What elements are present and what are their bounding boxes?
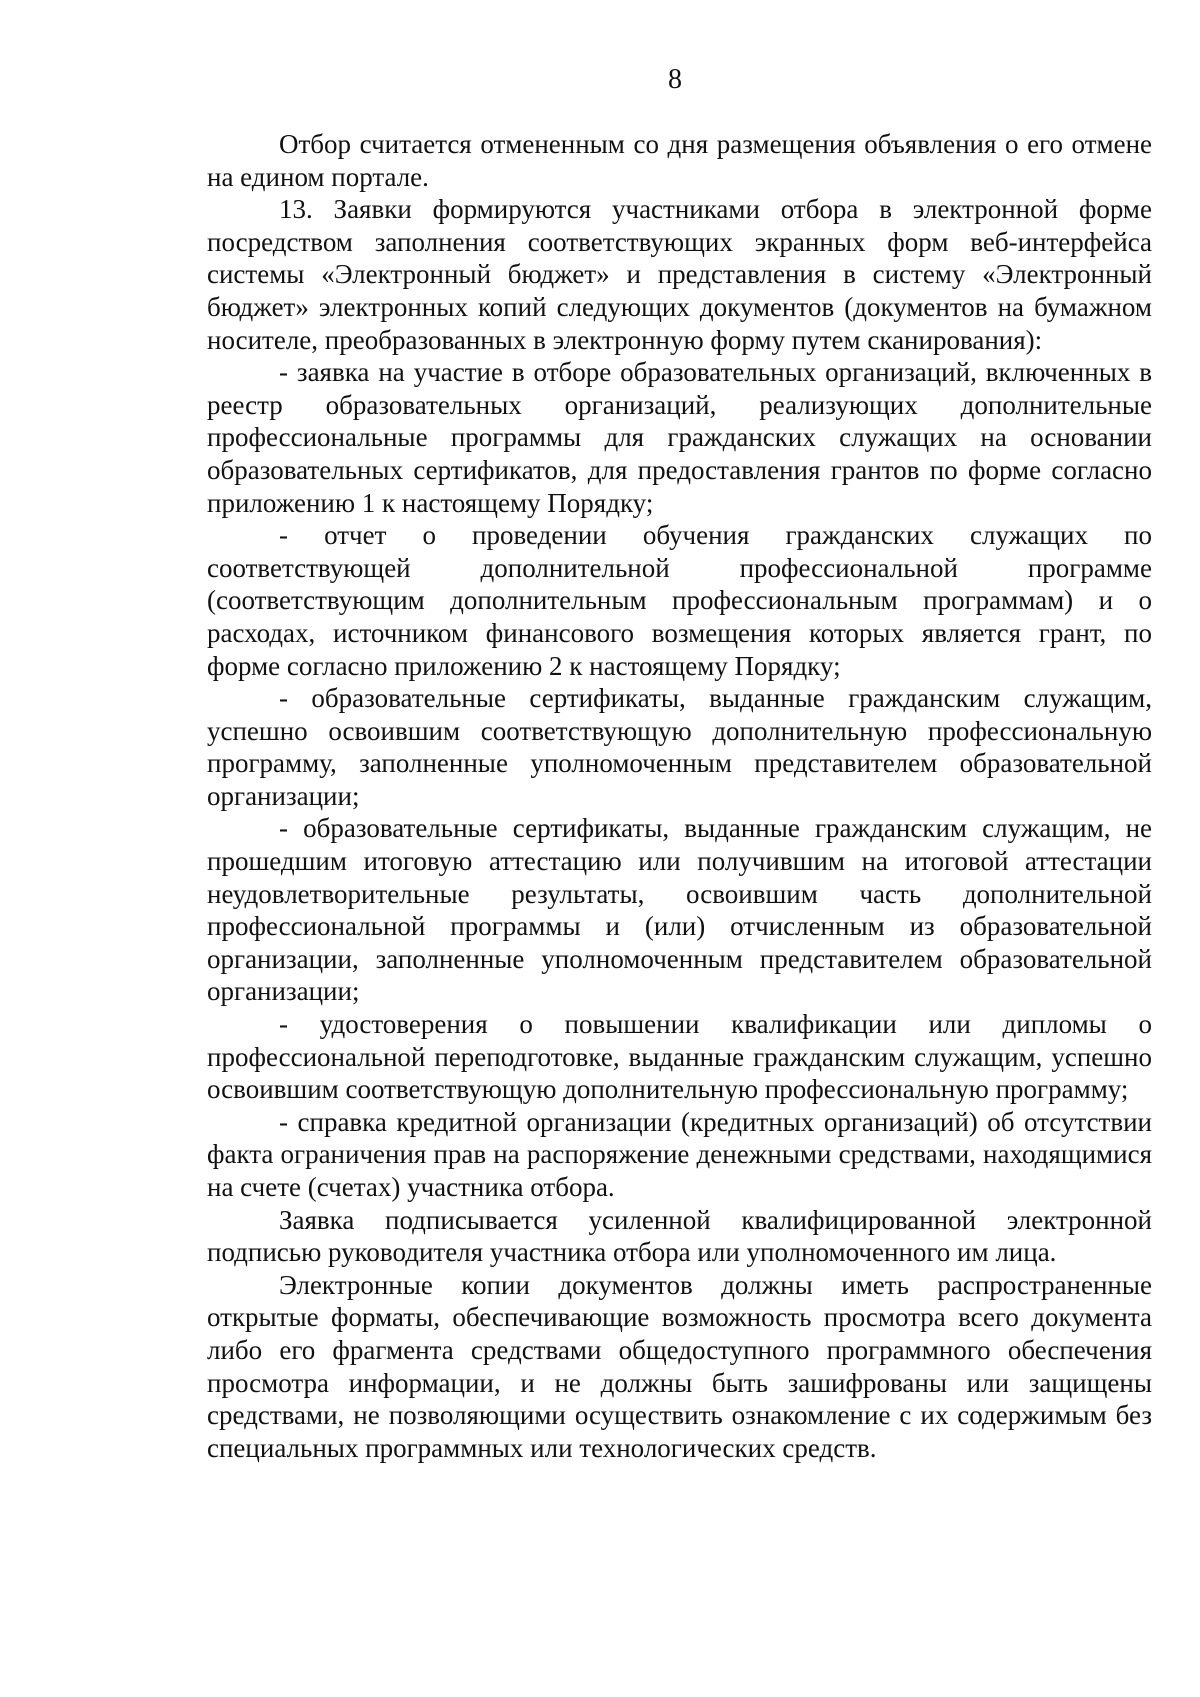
list-item-bank-statement: - справка кредитной организации (кредитных организаций) об отсутствии факта ограничения прав на распоряжение денежными средствами, находящимися на счете (счетах) участника отбора. bbox=[207, 1106, 1152, 1202]
list-item-certificates-not-completed: - образовательные сертификаты, выданные гражданским служащим, не прошедшим итоговую аттестацию или получившим на итоговой аттестации неудовлетворительные результаты, освоившим часть дополнительной профессиональной программы и (или) отчисленным из образовательной организации, заполненные уполномоченным представителем образовательной организации; bbox=[207, 813, 1152, 1007]
list-item-training-report: - отчет о проведении обучения гражданских служащих по соответствующей дополнительной профессиональной программе (соответствующим дополнительным профессиональным программам) и о расходах, источником финансового возмещения которых является грант, по форме согласно приложению 2 к настоящему Порядку; bbox=[207, 520, 1152, 681]
list-item-certificates-completed: - образовательные сертификаты, выданные гражданским служащим, успешно освоившим соответствующую дополнительную профессиональную программу, заполненные уполномоченным представителем образовательной организации; bbox=[207, 683, 1152, 811]
paragraph-signature: Заявка подписывается усиленной квалифицированной электронной подписью руководителя участника отбора или уполномоченного им лица. bbox=[207, 1204, 1152, 1268]
paragraph-item-13: 13. Заявки формируются участниками отбора в электронной форме посредством заполнения соответствующих экранных форм веб-интерфейса системы «Электронный бюджет» и представления в систему «Электронный бюджет» электронных копий следующих документов (документов на бумажном носителе, преобразованных в электронную форму путем сканирования): bbox=[207, 194, 1152, 355]
document-body bbox=[207, 128, 1152, 1464]
list-item-diplomas: - удостоверения о повышении квалификации или дипломы о профессиональной переподготовке, выданные гражданским служащим, успешно освоившим соответствующую дополнительную профессиональную программу; bbox=[207, 1009, 1152, 1105]
paragraph-electronic-copies: Электронные копии документов должны иметь распространенные открытые форматы, обеспечивающие возможность просмотра всего документа либо его фрагмента средствами общедоступного программного обеспечения просмотра информации, и не должны быть зашифрованы или защищены средствами, не позволяющими осуществить ознакомление с их содержимым без специальных программных или технологических средств. bbox=[207, 1269, 1152, 1463]
page-number: 8 bbox=[668, 64, 682, 95]
paragraph-selection-cancellation: Отбор считается отмененным со дня размещения объявления о его отмене на едином портале. bbox=[207, 129, 1152, 192]
list-item-application: - заявка на участие в отборе образовательных организаций, включенных в реестр образовательных организаций, реализующих дополнительные профессиональные программы для гражданских служащих на основании образовательных сертификатов, для предоставления грантов по форме согласно приложению 1 к настоящему Порядку; bbox=[207, 357, 1152, 518]
